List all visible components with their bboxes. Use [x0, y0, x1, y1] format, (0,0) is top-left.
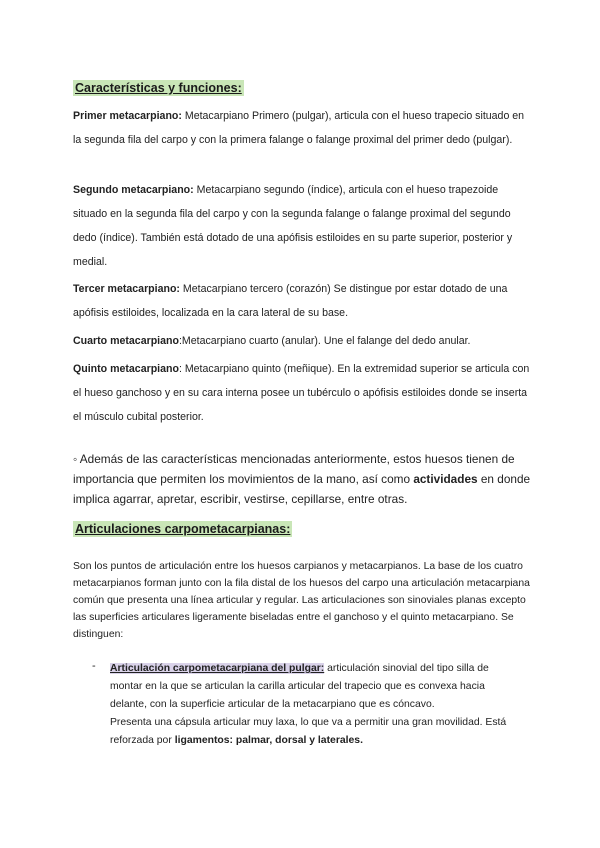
- note-text-before: ◦ Además de las características mencionadas anteriormente, estos huesos tienen de importancia que permiten los movimientos de la mano, así como: [73, 452, 515, 486]
- tercer-metacarpiano-paragraph: [73, 277, 533, 325]
- articulations-heading: Articulaciones carpometacarpianas:: [75, 522, 291, 536]
- cuarto-metacarpiano-text: :Metacarpiano cuarto (anular). Une el falange del dedo anular.: [178, 335, 471, 347]
- pulgar-bullet-text: [110, 660, 520, 750]
- pulgar-text: articulación sinovial del tipo silla de montar en la que se articulan la carilla articular del trapecio que es convexa hacia delante, con la superficie articular de la metacarpiano que es cóncavo.: [110, 663, 489, 710]
- pulgar-label: Articulación carpometacarpiana del pulgar:: [110, 663, 325, 674]
- note-text-after: en donde implica agarrar, apretar, escribir, vestirse, cepillarse, entre otras.: [73, 472, 531, 506]
- primer-metacarpiano-label: Primer metacarpiano:: [73, 110, 182, 122]
- primer-metacarpiano-paragraph: [73, 104, 533, 152]
- segundo-metacarpiano-paragraph: [73, 178, 533, 274]
- pulgar-text-2: Presenta una cápsula articular muy laxa, lo que va a permitir una gran movilidad. Está reforzada por: [110, 717, 507, 746]
- primer-metacarpiano-text: Metacarpiano Primero (pulgar), articula con el hueso trapecio situado en la segunda fila del carpo y con la primera falange o falange proximal del primer dedo (pulgar).: [73, 110, 525, 146]
- note-paragraph: [73, 449, 533, 509]
- quinto-metacarpiano-label: Quinto metacarpiano: [73, 363, 179, 375]
- segundo-metacarpiano-text: Metacarpiano segundo (índice), articula con el hueso trapezoide situado en la segunda fila del carpo y con la segunda falange o falange proximal del segundo dedo (índice). También está dotado de una apófisis estiloides en su parte superior, posterior y medial.: [73, 184, 513, 268]
- note-bold: actividades: [413, 472, 478, 486]
- cuarto-metacarpiano-paragraph: [73, 329, 533, 353]
- articulations-intro: Son los puntos de articulación entre los huesos carpianos y metacarpianos. La base de los cuatro metacarpianos forman junto con la fila distal de los huesos del carpo una articulación metacarpiana común que presenta una línea articular y regular. Las articulaciones son sinoviales planas excepto las superficies articulares ligeramente biseladas entre el ganchoso y el quinto metacarpiano. Se distinguen:: [73, 561, 530, 640]
- cuarto-metacarpiano-label: Cuarto metacarpiano: [73, 335, 179, 347]
- characteristics-heading: Características y funciones:: [75, 81, 242, 95]
- tercer-metacarpiano-label: Tercer metacarpiano:: [73, 283, 180, 295]
- segundo-metacarpiano-label: Segundo metacarpiano:: [73, 184, 194, 196]
- ligamentos-bold: ligamentos: palmar, dorsal y laterales.: [174, 735, 363, 746]
- quinto-metacarpiano-paragraph: [73, 357, 533, 429]
- bullet-dash: -: [92, 660, 96, 672]
- quinto-metacarpiano-text: : Metacarpiano quinto (meñique). En la extremidad superior se articula con el hueso ganchoso y en su cara interna posee un tubérculo o apófisis estiloides donde se inserta el músculo cubital posterior.: [73, 363, 530, 423]
- tercer-metacarpiano-text: Metacarpiano tercero (corazón) Se distingue por estar dotado de una apófisis estiloides, localizada en la cara lateral de su base.: [73, 283, 508, 319]
